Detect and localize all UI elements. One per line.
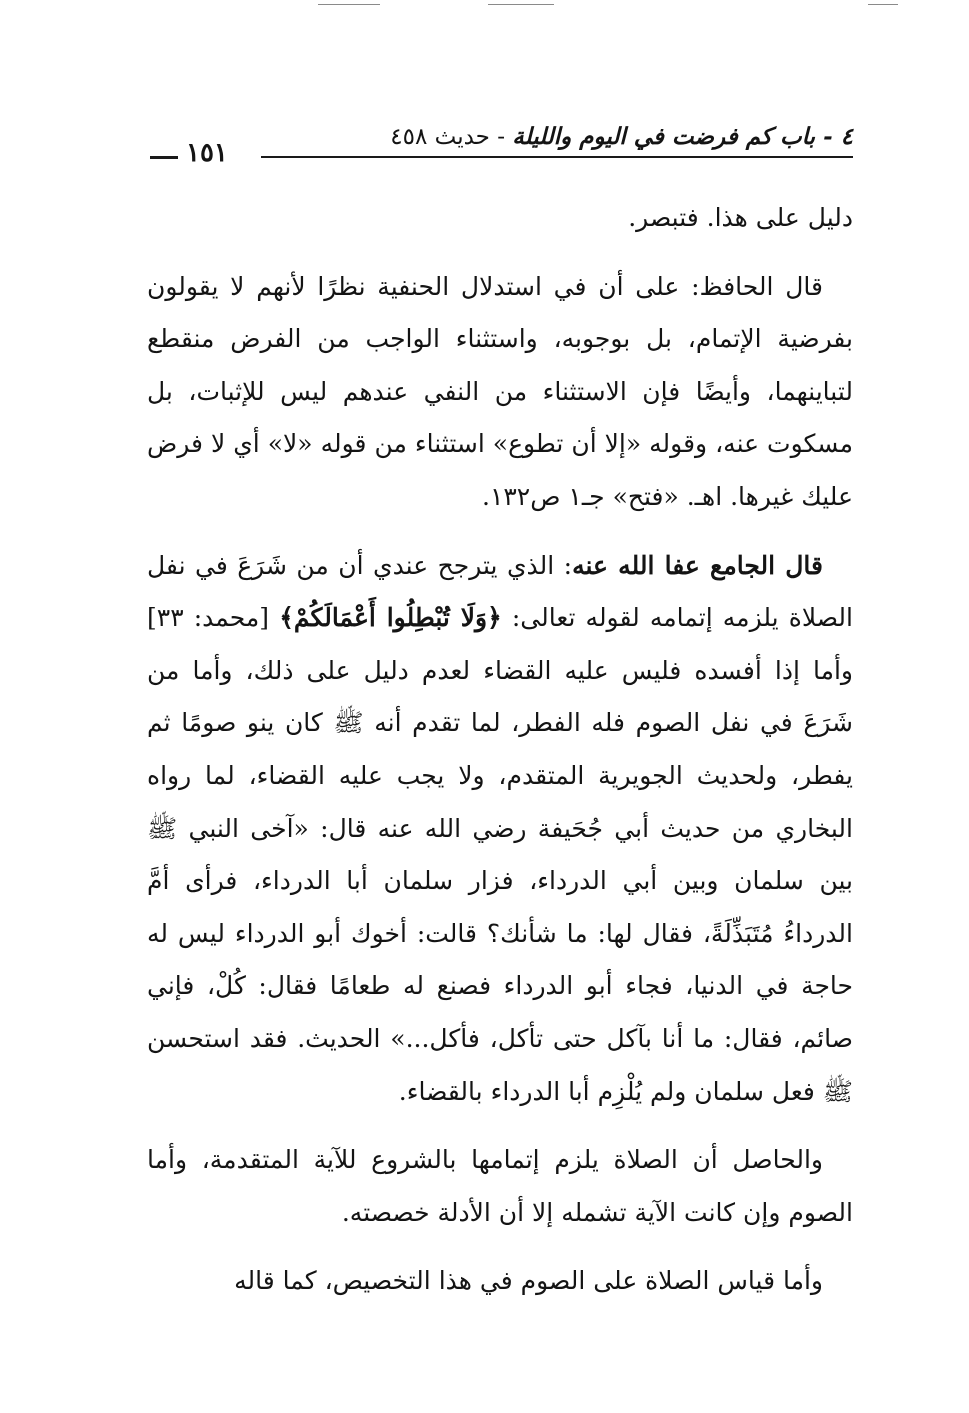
paragraph-1: دليل على هذا. فتبصر. — [628, 203, 853, 232]
paragraph-3-text-a: : الذي يترجح عندي أن من شَرَعَ في نفل الصلاة يلزمه إتمامه لقوله تعالى: — [147, 550, 853, 633]
compiler-note-heading: قال الجامع عفا الله عنه — [572, 550, 823, 580]
page-number-dash — [150, 156, 178, 159]
paragraph-3 — [147, 540, 853, 1119]
scan-artifact-line — [318, 4, 380, 5]
chapter-title-text: ٤ - باب كم فرضت في اليوم والليلة — [512, 123, 853, 150]
running-header — [150, 122, 853, 170]
page-number: ١٥١ — [186, 138, 228, 168]
main-text — [147, 192, 853, 1308]
chapter-title — [390, 122, 853, 152]
paragraph-4: والحاصل أن الصلاة يلزم إتمامها بالشروع للآية المتقدمة، وأما الصوم وإن كانت الآية تشمله إلا أن الأدلة خصصته. — [147, 1145, 853, 1227]
paragraph-3-text-b: [محمد: ٣٣] وأما إذا أفسده فليس عليه القضاء لعدم دليل على ذلك، وأما من شَرَعَ في نفل الصوم فله الفطر، لما تقدم أنه ﷺ كان ينو صومًا ثم يفطر، ولحديث الجويرية المتقدم، ولا يجب عليه القضاء، لما رواه البخاري من حديث أبي جُحَيفة رضي الله عنه قال: «آخى النبي ﷺ بين سلمان وبين أبي الدرداء، فزار سلمان أبا الدرداء، فرأى أمَّ الدرداءُ مُتَبَذِّلَةً، فقال لها: ما شأنك؟ قالت: أخوك أبو الدرداء ليس له حاجة في الدنيا، فجاء أبو الدرداء فصنع له طعامًا فقال: كُلْ، فإني صائم، فقال: ما أنا بآكل حتى تأكل، فأكل...» الحديث. فقد استحسن ﷺ فعل سلمان ولم يُلْزِم أبا الدرداء بالقضاء. — [147, 603, 853, 1106]
paragraph-2: قال الحافظ: على أن في استدلال الحنفية نظرًا لأنهم لا يقولون بفرضية الإتمام، بل بوجوبه، واستثناء الواجب من الفرض منقطع لتباينهما، وأيضًا فإن الاستثناء من النفي عندهم ليس للإثبات، بل مسكوت عنه، وقوله «إلا أن تطوع» استثناء من قوله «لا» أي لا فرض عليك غيرها. اهـ. «فتح» جـ١ ص١٣٢. — [147, 271, 853, 511]
scan-artifact-line — [868, 4, 898, 5]
quran-verse: ﴿وَلَا تُبْطِلُوا أَعْمَالَكُمْ﴾ — [279, 603, 502, 633]
paragraph-5: وأما قياس الصلاة على الصوم في هذا التخصيص، كما قاله — [234, 1266, 823, 1296]
hadith-reference: - حديث ٤٥٨ — [390, 124, 505, 150]
scan-artifact-line — [488, 4, 554, 5]
header-rule — [261, 156, 853, 158]
